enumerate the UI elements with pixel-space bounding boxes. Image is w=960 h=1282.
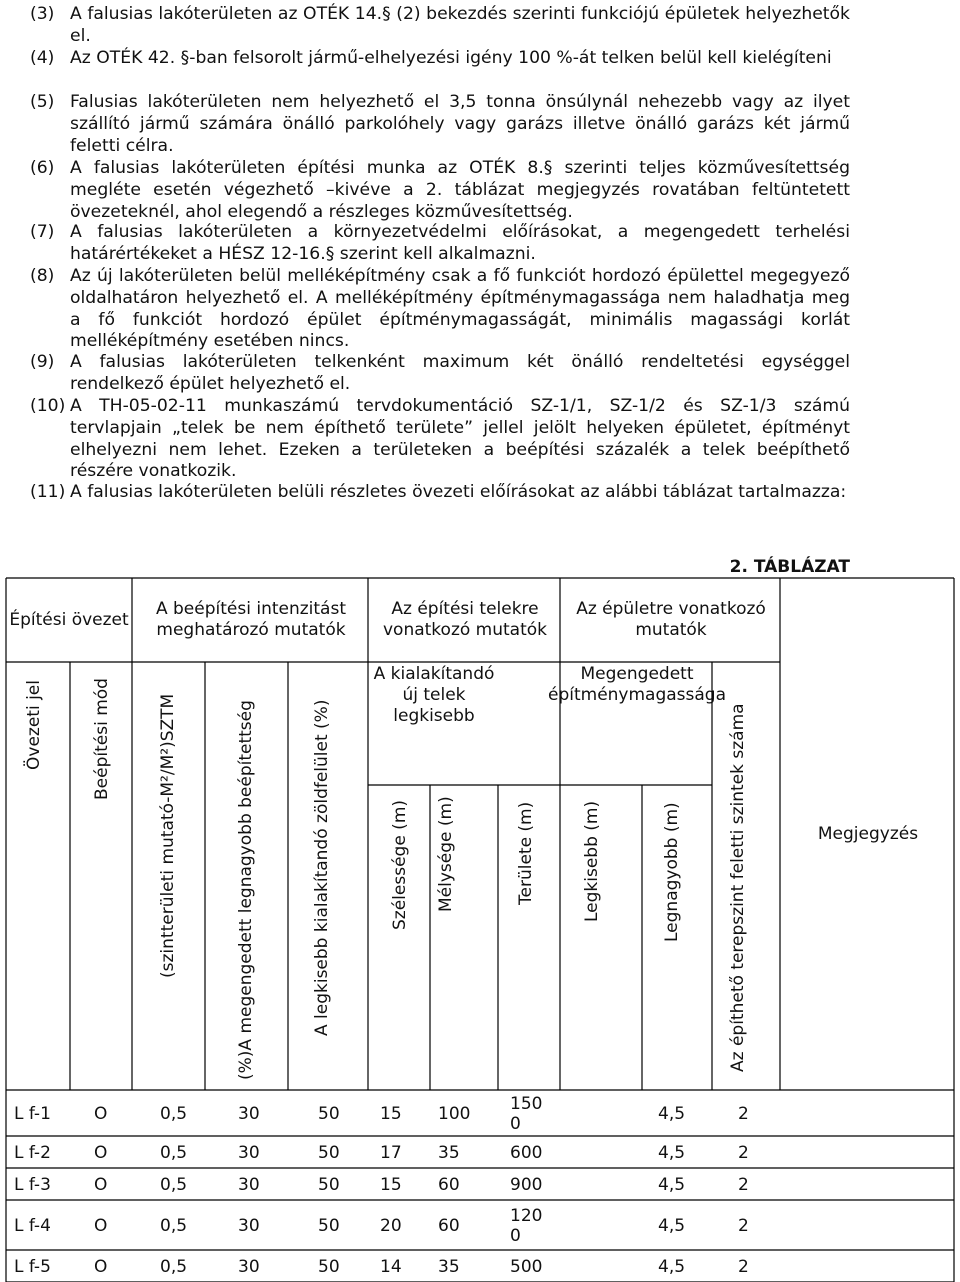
vheader-szelesseg: Szélessége (m) [390, 799, 410, 930]
table-cell-mely: 35 [438, 1143, 460, 1163]
table-cell-zold: 50 [318, 1175, 340, 1195]
table-cell-beep: 30 [238, 1216, 260, 1236]
paragraph-text: A falusias lakóterületen belüli részletes övezeti előírásokat az alábbi táblázat tartalmazza: [70, 482, 847, 502]
table-cell-beep: 30 [238, 1104, 260, 1124]
paragraph-number: (5) [30, 92, 55, 112]
subheader-epitmenymagassag: Megengedett építménymagassága [548, 664, 727, 705]
table-cell-szint: 2 [738, 1143, 749, 1163]
table-cell-zold: 50 [318, 1143, 340, 1163]
table-cell-mely: 35 [438, 1257, 460, 1277]
table-cell-max: 4,5 [658, 1104, 686, 1124]
table-cell-mely: 60 [438, 1175, 460, 1195]
header-epulet: Az épületre vonatkozó mutatók [576, 599, 766, 640]
table-cell-beep: 30 [238, 1257, 260, 1277]
vheader-beepitesi-mod: Beépítési mód [92, 678, 112, 800]
vheader-legkisebb: Legkisebb (m) [582, 800, 602, 922]
table-cell-mod: O [94, 1143, 108, 1163]
table-cell-ter: 150 0 [510, 1094, 543, 1134]
table-cell-zold: 50 [318, 1104, 340, 1124]
table-cell-jel: L f-2 [14, 1143, 51, 1163]
table-cell-ter: 900 [510, 1175, 543, 1195]
table-cell-zold: 50 [318, 1216, 340, 1236]
header-intenzitas: A beépítési intenzitást meghatározó mutatók [155, 599, 346, 640]
subheader-telek-legkisebb: A kialakítandó új telek legkisebb [373, 664, 495, 726]
table-cell-max: 4,5 [658, 1143, 686, 1163]
table-cell-jel: L f-1 [14, 1104, 51, 1124]
paragraph-text: A falusias lakóterületen építési munka az OTÉK 8.§ szerinti teljes közművesítettség megléte esetén végezhető –kivéve a 2. táblázat megjegyzés rovatában feltüntetett övezeteknél, ahol elegendő a részleges közművesítettség. [70, 158, 850, 222]
table-cell-mely: 60 [438, 1216, 460, 1236]
vheader-legnagyobb: Legnagyobb (m) [662, 802, 682, 942]
vheader-terulete: Területe (m) [516, 801, 536, 905]
table-cell-mod: O [94, 1257, 108, 1277]
table-cell-jel: L f-3 [14, 1175, 51, 1195]
header-telek: Az építési telekre vonatkozó mutatók [382, 599, 547, 640]
table-cell-sztm: 0,5 [160, 1175, 188, 1195]
vheader-szintek: Az építhető terepszint feletti szintek száma [728, 703, 748, 1072]
table-cell-jel: L f-4 [14, 1216, 51, 1236]
paragraph-text: Falusias lakóterületen nem helyezhető el 3,5 tonna önsúlynál nehezebb vagy az ilyet szállító jármű számára önálló parkolóhely vagy garázs illetve önálló garázs két jármű feletti célra. [70, 92, 850, 156]
table-cell-ter: 120 0 [510, 1206, 543, 1246]
table-cell-szel: 20 [380, 1216, 402, 1236]
header-epitesi-ovezet: Építési övezet [9, 609, 129, 630]
paragraph-number: (11) [30, 482, 66, 502]
table-cell-szint: 2 [738, 1257, 749, 1277]
table-cell-max: 4,5 [658, 1175, 686, 1195]
table-cell-beep: 30 [238, 1143, 260, 1163]
table-cell-sztm: 0,5 [160, 1216, 188, 1236]
paragraph-text: A falusias lakóterületen a környezetvédelmi előírásokat, a megengedett terhelési határértékeket a HÉSZ 12-16.§ szerint kell alkalmazni. [70, 222, 850, 264]
table-cell-mod: O [94, 1104, 108, 1124]
table-cell-sztm: 0,5 [160, 1143, 188, 1163]
table-caption: 2. TÁBLÁZAT [729, 557, 850, 577]
vheader-sztm: (szintterületi mutató-M²/M²)SZTM [158, 693, 178, 978]
vheader-melyseg: Mélysége (m) [436, 796, 456, 912]
paragraph-number: (10) [30, 396, 66, 416]
table-cell-szel: 15 [380, 1104, 402, 1124]
paragraph-number: (3) [30, 4, 55, 24]
table-cell-mely: 100 [438, 1104, 471, 1124]
table-cell-szel: 17 [380, 1143, 402, 1163]
table-cell-szel: 15 [380, 1175, 402, 1195]
paragraph-text: A falusias lakóterületen telkenként maximum két önálló rendeltetési egységgel rendelkező épület helyezhető el. [70, 352, 850, 394]
table-cell-mod: O [94, 1175, 108, 1195]
vheader-beepitettseg: (%)A megengedett legnagyobb beépítettség [236, 700, 256, 1080]
paragraph-number: (6) [30, 158, 55, 178]
paragraph-number: (4) [30, 48, 55, 68]
table-cell-mod: O [94, 1216, 108, 1236]
table-cell-beep: 30 [238, 1175, 260, 1195]
table-cell-zold: 50 [318, 1257, 340, 1277]
table-cell-szel: 14 [380, 1257, 402, 1277]
table-cell-sztm: 0,5 [160, 1104, 188, 1124]
table-cell-szint: 2 [738, 1104, 749, 1124]
table-cell-ter: 600 [510, 1143, 543, 1163]
vheader-zoldfelulet: A legkisebb kialakítandó zöldfelület (%) [312, 699, 332, 1036]
paragraph-number: (8) [30, 266, 55, 286]
table-cell-ter: 500 [510, 1257, 543, 1277]
table-cell-sztm: 0,5 [160, 1257, 188, 1277]
paragraph-text: Az új lakóterületen belül melléképítmény csak a fő funkciót hordozó épülettel megegyező oldalhatáron helyezhető el. A melléképítmény építménymagassága nem haladhatja meg a fő funkciót hordozó épület építménymagasságát, minimális magassági korlát melléképítmény esetében nincs. [70, 266, 850, 352]
table-cell-max: 4,5 [658, 1216, 686, 1236]
paragraph-number: (7) [30, 222, 55, 242]
paragraph-number: (9) [30, 352, 55, 372]
table-cell-szint: 2 [738, 1216, 749, 1236]
table-cell-jel: L f-5 [14, 1257, 51, 1277]
paragraph-text: A TH-05-02-11 munkaszámú tervdokumentáció SZ-1/1, SZ-1/2 és SZ-1/3 számú tervlapjain „telek be nem építhető területe” jellel jelölt helyeken épületet, építményt elhelyezni nem lehet. Ezeken a területeken a beépítési százalék a telek beépíthető részére vonatkozik. [70, 396, 850, 482]
table-cell-szint: 2 [738, 1175, 749, 1195]
header-megjegyzes: Megjegyzés [817, 823, 919, 844]
vheader-ovezeti-jel: Övezeti jel [24, 680, 44, 770]
paragraph-text: A falusias lakóterületen az OTÉK 14.§ (2) bekezdés szerinti funkciójú épületek helyezhetők el. [70, 4, 850, 46]
table-cell-max: 4,5 [658, 1257, 686, 1277]
paragraph-text: Az OTÉK 42. §-ban felsorolt jármű-elhelyezési igény 100 %-át telken belül kell kielégíteni [70, 48, 832, 68]
